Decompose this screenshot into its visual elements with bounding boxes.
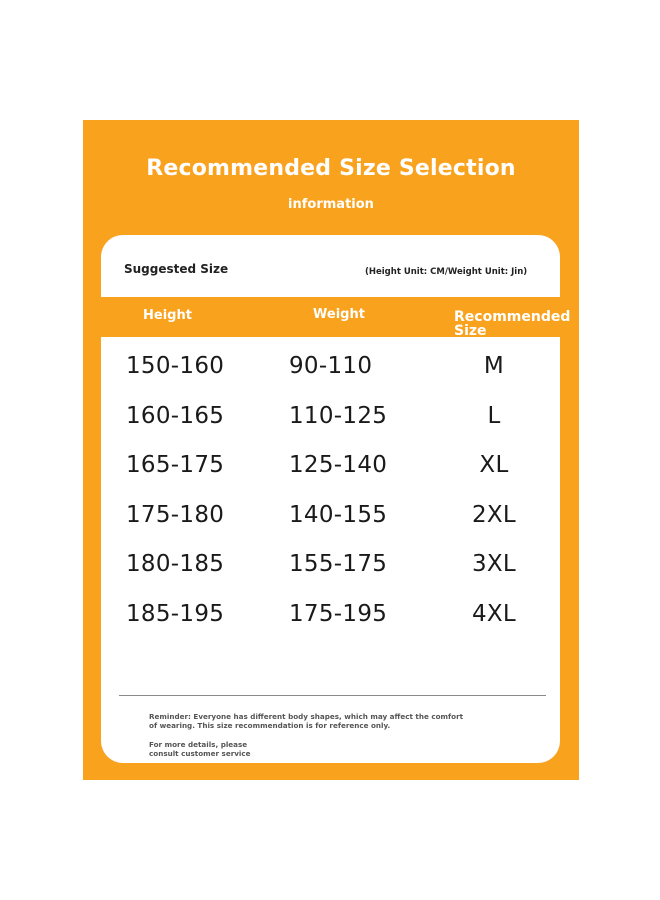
size-cell: M <box>483 353 505 379</box>
page-subtitle: information <box>288 197 374 212</box>
column-header-height: Height <box>143 308 192 323</box>
size-cell: XL <box>479 452 509 479</box>
table-row <box>101 601 560 651</box>
table-row <box>101 502 560 552</box>
size-cell: L <box>487 402 501 429</box>
weight-cell: 175-195 <box>289 600 388 627</box>
weight-cell: 140-155 <box>289 501 388 528</box>
weight-cell: 110-125 <box>289 402 388 429</box>
column-header-weight: Weight <box>313 307 365 322</box>
height-cell: 185-195 <box>126 600 225 627</box>
size-table-body <box>101 353 560 651</box>
height-cell: 175-180 <box>126 501 225 528</box>
table-header-band <box>101 297 579 337</box>
table-row <box>101 551 560 601</box>
table-row <box>101 403 560 453</box>
height-cell: 165-175 <box>126 452 225 479</box>
size-cell: 3XL <box>471 551 517 578</box>
weight-cell: 155-175 <box>289 551 388 578</box>
divider <box>119 695 546 696</box>
height-cell: 150-160 <box>126 353 225 379</box>
reminder-text: Reminder: Everyone has different body shapes, which may affect the comfort of wearing. This size recommendation is for reference only. <box>149 712 464 730</box>
details-text: For more details, please consult customer service <box>149 740 251 758</box>
weight-cell: 90-110 <box>289 353 373 379</box>
height-cell: 160-165 <box>126 402 225 429</box>
height-cell: 180-185 <box>126 551 225 578</box>
unit-note: (Height Unit: CM/Weight Unit: Jin) <box>365 267 528 277</box>
table-row <box>101 452 560 502</box>
suggested-size-label: Suggested Size <box>124 262 229 276</box>
page-title: Recommended Size Selection <box>146 156 516 181</box>
weight-cell: 125-140 <box>289 452 388 479</box>
size-cell: 2XL <box>471 501 517 528</box>
column-header-size: Recommended Size <box>454 310 571 339</box>
size-chart-panel <box>83 120 579 780</box>
size-cell: 4XL <box>471 600 517 627</box>
table-row <box>101 353 560 403</box>
